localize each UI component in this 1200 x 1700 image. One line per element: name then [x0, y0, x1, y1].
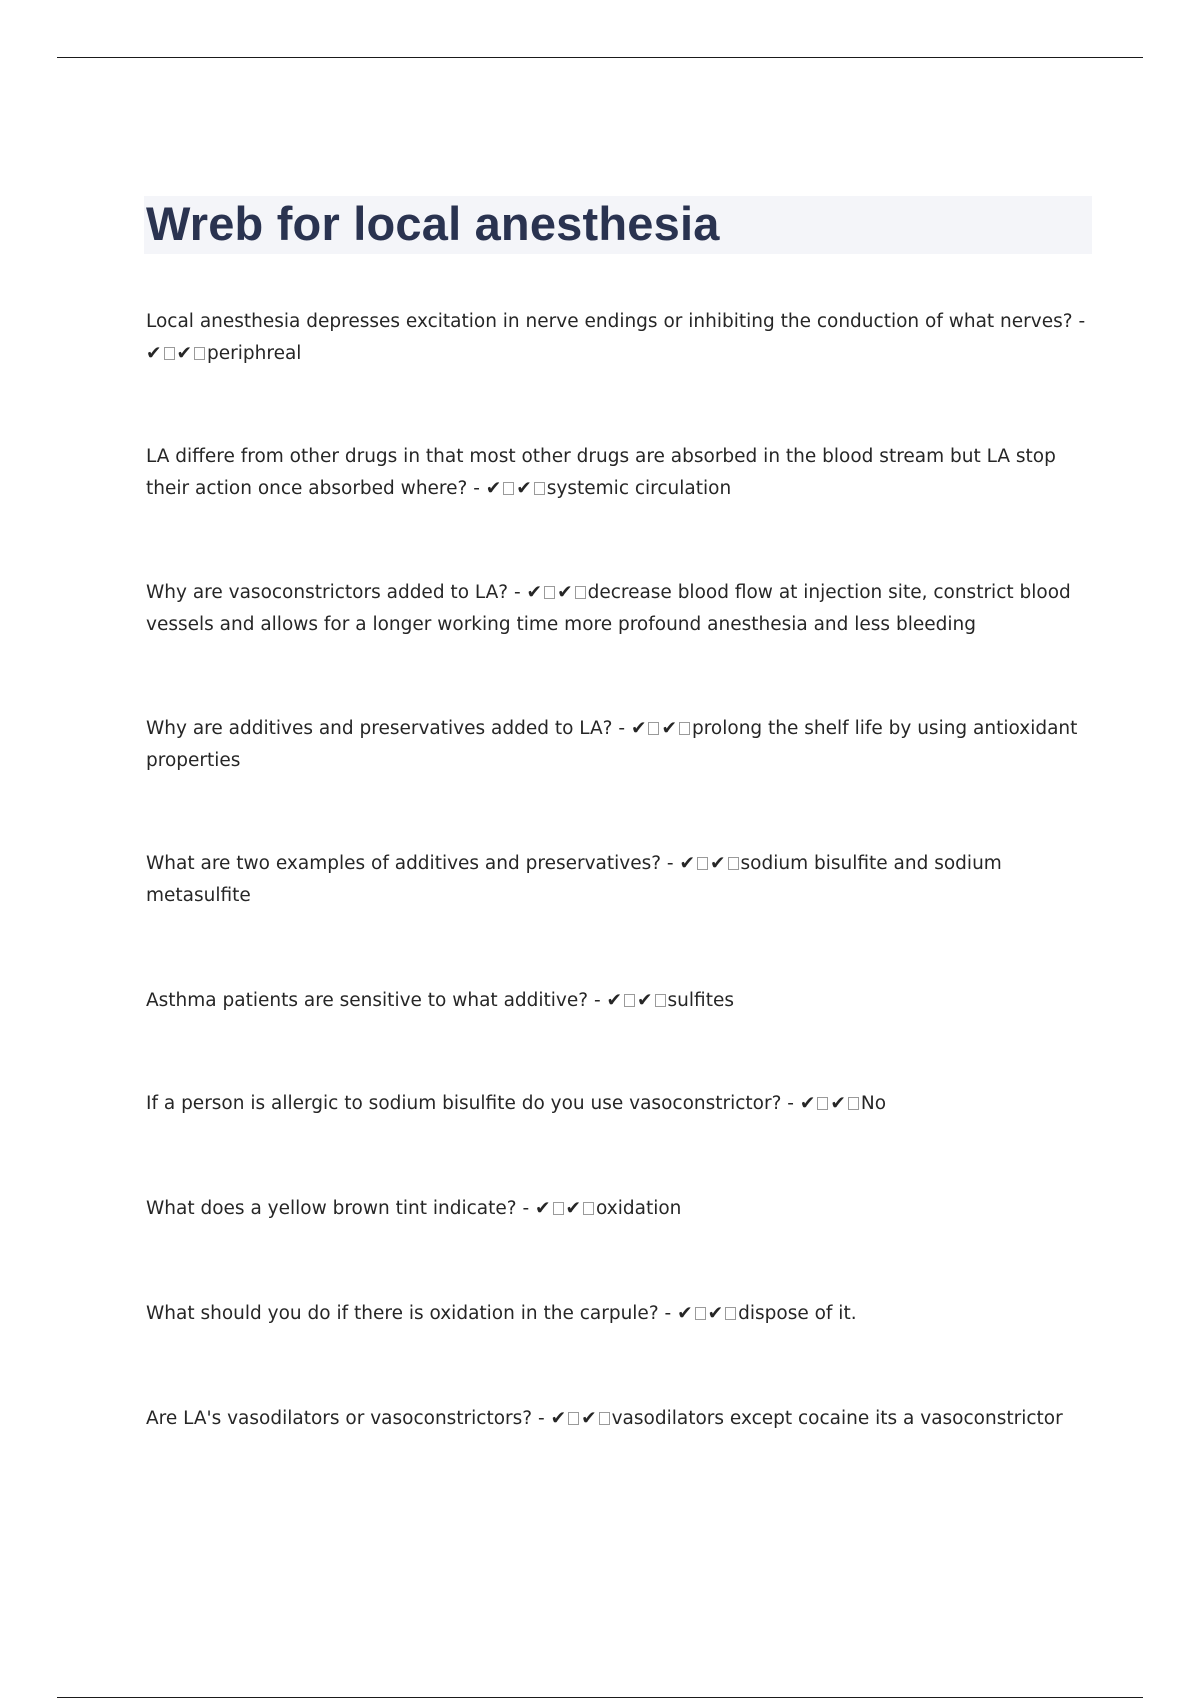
check-icon: ✔ [485, 478, 502, 499]
answer-text: systemic circulation [546, 478, 732, 499]
qa-item-10 [146, 1403, 1092, 1435]
check-icon: ✔ [799, 1093, 816, 1114]
check-icon: ✔ [516, 478, 532, 499]
missing-glyph-icon [544, 586, 555, 599]
answer-text: decrease blood flow at injection site, constrict blood vessels and allows for a longer working time more profound anesthesia and less bleeding [146, 582, 1071, 635]
check-icon: ✔ [677, 1303, 693, 1324]
check-icon: ✔ [830, 1093, 846, 1114]
missing-glyph-icon [164, 347, 175, 360]
check-icon: ✔ [146, 343, 162, 364]
qa-item-8 [146, 1193, 1092, 1225]
answer-text: periphreal [207, 343, 302, 364]
qa-item-2 [146, 441, 1092, 505]
missing-glyph-icon [679, 722, 690, 735]
missing-glyph-icon [503, 482, 514, 495]
check-icon: ✔ [606, 990, 623, 1011]
check-icon: ✔ [565, 1198, 582, 1219]
missing-glyph-icon [553, 1202, 564, 1215]
check-icon: ✔ [557, 582, 573, 603]
qa-item-6 [146, 985, 1092, 1017]
check-icon: ✔ [550, 1408, 567, 1429]
missing-glyph-icon [725, 1307, 736, 1320]
question-text: Why are vasoconstrictors added to LA? [146, 582, 509, 603]
missing-glyph-icon [817, 1097, 828, 1110]
check-icon: ✔ [661, 718, 677, 739]
qa-item-4 [146, 713, 1092, 777]
check-icon: ✔ [710, 853, 726, 874]
question-text: What should you do if there is oxidation in the carpule? [146, 1303, 659, 1324]
question-text: Asthma patients are sensitive to what additive? [146, 990, 589, 1011]
separator: - [661, 853, 680, 874]
answer-text: sodium bisulfite and sodium metasulfite [146, 853, 1002, 906]
separator: - [612, 718, 631, 739]
missing-glyph-icon [194, 347, 205, 360]
question-text: What are two examples of additives and preservatives? [146, 853, 662, 874]
missing-glyph-icon [648, 722, 659, 735]
separator: - [588, 990, 607, 1011]
question-text: If a person is allergic to sodium bisulfite do you use vasoconstrictor? [146, 1093, 782, 1114]
missing-glyph-icon [568, 1412, 579, 1425]
missing-glyph-icon [655, 994, 666, 1007]
check-icon: ✔ [176, 343, 193, 364]
check-icon: ✔ [707, 1303, 724, 1324]
check-icon: ✔ [581, 1408, 597, 1429]
qa-item-5 [146, 848, 1092, 912]
question-text: Are LA's vasodilators or vasoconstrictors? [146, 1408, 533, 1429]
answer-text: oxidation [596, 1198, 682, 1219]
check-icon: ✔ [526, 582, 543, 603]
page-top-rule [57, 57, 1143, 58]
question-text: What does a yellow brown tint indicate? [146, 1198, 517, 1219]
question-text: LA differe from other drugs in that most other drugs are absorbed in the blood stream but LA stop their action once absorbed where? [146, 446, 1056, 499]
separator: - [1072, 311, 1086, 332]
separator: - [532, 1408, 551, 1429]
separator: - [508, 582, 527, 603]
missing-glyph-icon [624, 994, 635, 1007]
missing-glyph-icon [534, 482, 545, 495]
missing-glyph-icon [728, 857, 739, 870]
page-bottom-rule [57, 1697, 1143, 1698]
question-text: Why are additives and preservatives added to LA? [146, 718, 613, 739]
answer-text: vasodilators except cocaine its a vasoconstrictor [611, 1408, 1063, 1429]
question-text: Local anesthesia depresses excitation in nerve endings or inhibiting the conduction of what nerves? [146, 311, 1073, 332]
qa-item-1 [146, 306, 1092, 370]
separator: - [516, 1198, 536, 1219]
qa-item-3 [146, 577, 1092, 641]
missing-glyph-icon [848, 1097, 859, 1110]
check-icon: ✔ [535, 1198, 551, 1219]
separator: - [658, 1303, 678, 1324]
document-title: Wreb for local anesthesia [146, 197, 720, 250]
check-icon: ✔ [679, 853, 695, 874]
separator: - [781, 1093, 800, 1114]
check-icon: ✔ [630, 718, 647, 739]
qa-item-7 [146, 1088, 1092, 1120]
check-icon: ✔ [637, 990, 653, 1011]
missing-glyph-icon [695, 1307, 706, 1320]
qa-item-9 [146, 1298, 1092, 1330]
answer-text: No [860, 1093, 887, 1114]
missing-glyph-icon [575, 586, 586, 599]
separator: - [467, 478, 486, 499]
missing-glyph-icon [599, 1412, 610, 1425]
missing-glyph-icon [583, 1202, 594, 1215]
missing-glyph-icon [697, 857, 708, 870]
answer-text: prolong the shelf life by using antioxidant properties [146, 718, 1078, 771]
answer-text: dispose of it. [738, 1303, 857, 1324]
answer-text: sulfites [667, 990, 734, 1011]
